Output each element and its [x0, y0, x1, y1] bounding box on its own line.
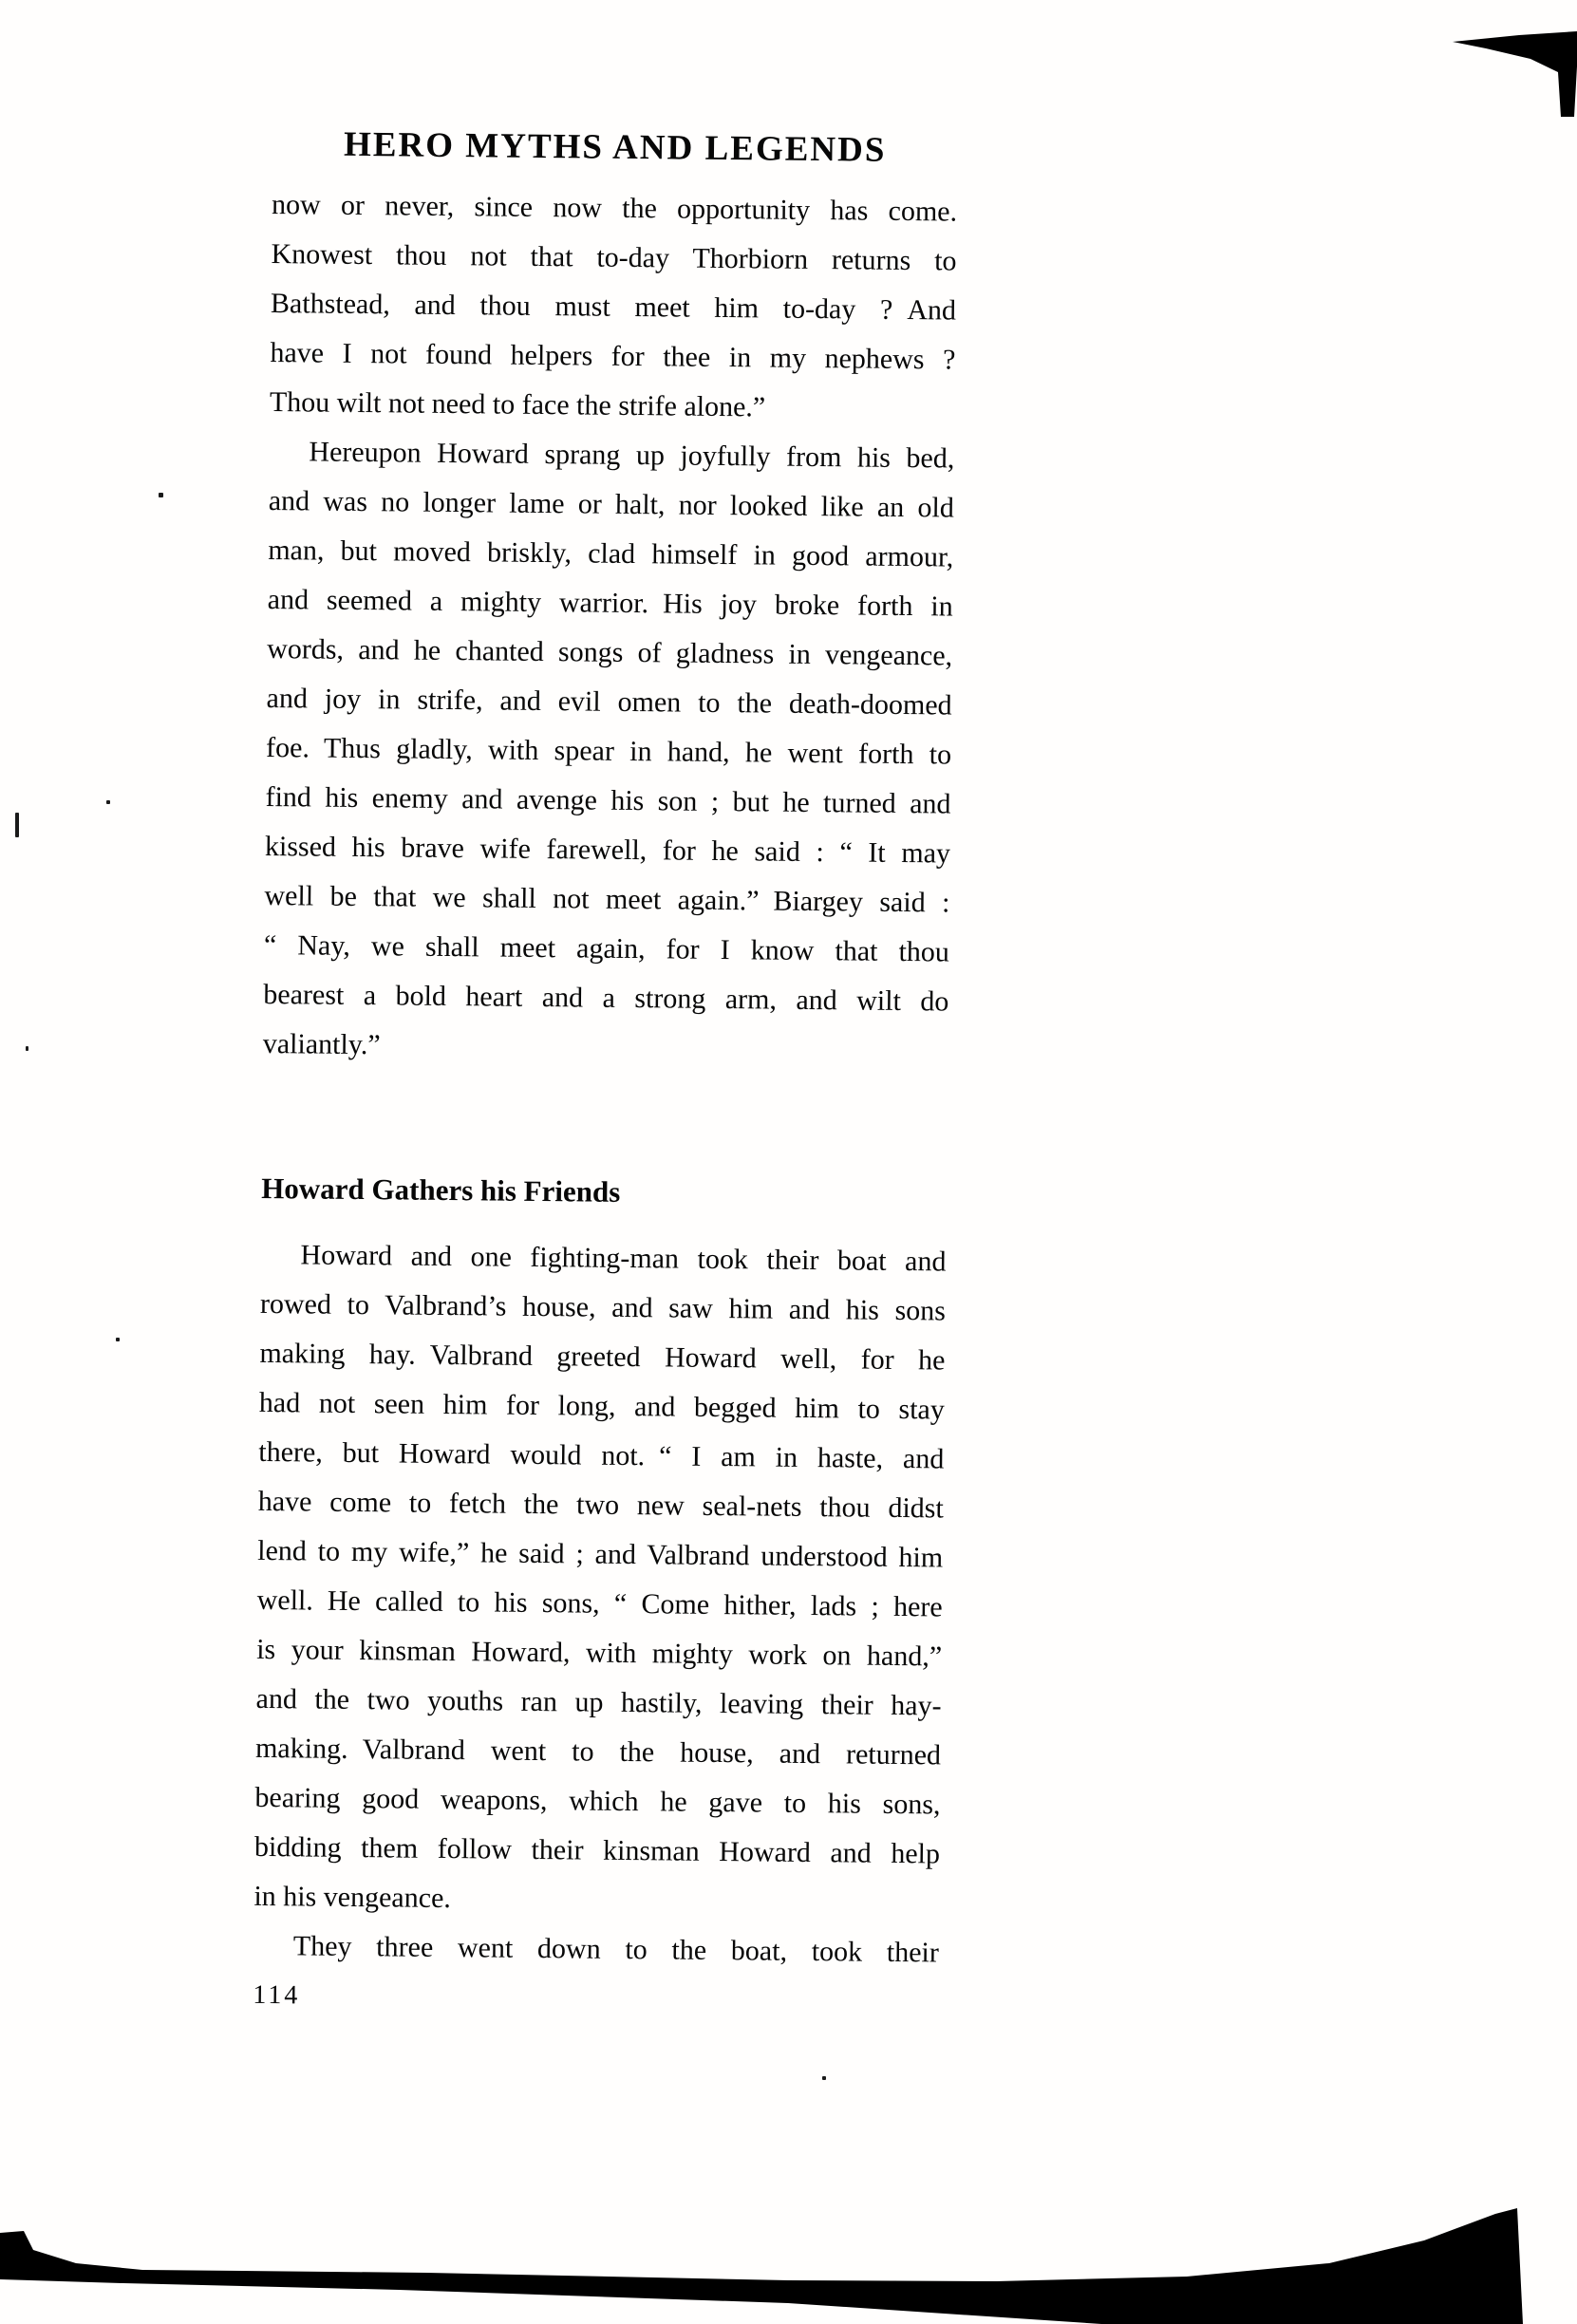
- text-line: and joy in strife, and evil omen to the death-doomed: [266, 682, 952, 722]
- text-line: in his vengeance.: [253, 1880, 452, 1915]
- text-line: and the two youths ran up hastily, leaving their hay-: [255, 1682, 942, 1722]
- paragraph: [263, 427, 955, 1077]
- text-line: valiantly.”: [262, 1027, 381, 1061]
- text-line: Thou wilt not need to face the strife alone.”: [269, 385, 766, 423]
- text-line: Howard and one fighting-man took their boat and: [300, 1239, 947, 1278]
- scan-artifact-bottom-edge: [0, 2208, 1523, 2324]
- text-line: have come to fetch the two new seal-nets thou didst: [257, 1485, 944, 1525]
- text-line: there, but Howard would not. “ I am in haste, and: [258, 1435, 945, 1475]
- text-line: well be that we shall not meet again.” Biargey said :: [264, 879, 950, 919]
- page-text-block: [253, 123, 958, 2027]
- scan-speck: [26, 1046, 28, 1051]
- text-line: had not seen him for long, and begged him to stay: [258, 1386, 946, 1426]
- body-text: [253, 180, 957, 2027]
- text-line: and was no longer lame or halt, nor looked like an old: [268, 484, 954, 524]
- text-line: bearest a bold heart and a strong arm, and wilt do: [263, 978, 949, 1018]
- page-number: 114: [253, 1979, 301, 2011]
- scan-speck: [106, 800, 110, 804]
- running-header: HERO MYTHS AND LEGENDS: [343, 124, 887, 170]
- scan-speck: [116, 1338, 120, 1341]
- text-line: words, and he chanted songs of gladness in vengeance,: [267, 632, 953, 672]
- text-line: have I not found helpers for thee in my nephews ?: [270, 336, 956, 376]
- text-line: lend to my wife,” he said ; and Valbrand understood him: [257, 1534, 944, 1574]
- text-line: foe. Thus gladly, with spear in hand, he went forth to: [265, 731, 952, 771]
- scan-speck: [15, 813, 19, 837]
- text-line: find his enemy and avenge his son ; but he turned and: [265, 780, 951, 820]
- text-line: Hereupon Howard sprang up joyfully from his bed,: [309, 436, 955, 475]
- text-line: making hay. Valbrand greeted Howard well, for he: [259, 1337, 946, 1377]
- text-line: and seemed a mighty warrior. His joy broke forth in: [267, 583, 953, 623]
- text-line: rowed to Valbrand’s house, and saw him and his sons: [259, 1287, 947, 1327]
- text-line: man, but moved briskly, clad himself in good armour,: [268, 534, 954, 573]
- text-line: making. Valbrand went to the house, and returned: [254, 1732, 942, 1771]
- paragraph: [253, 1230, 947, 1929]
- scan-artifact-top-right-corner: [1453, 31, 1577, 117]
- text-line: now or never, since now the opportunity has come.: [271, 188, 958, 228]
- text-line: Bathstead, and thou must meet him to-day ? And: [270, 287, 957, 327]
- text-line: They three went down to the boat, took their: [292, 1930, 940, 1969]
- text-line: bidding them follow their kinsman Howard and help: [253, 1830, 941, 1870]
- scan-speck: [159, 493, 163, 497]
- text-line: kissed his brave wife farewell, for he said : “ It may: [264, 830, 951, 870]
- text-line: “ Nay, we shall meet again, for I know that thou: [263, 928, 950, 968]
- paragraph-continuation: [270, 180, 958, 435]
- scan-speck: [822, 2076, 826, 2080]
- text-line: is your kinsman Howard, with mighty work on hand,”: [255, 1633, 943, 1673]
- text-line: Knowest thou not that to-day Thorbiorn returns to: [271, 237, 957, 277]
- paragraph-start: [253, 1921, 940, 1978]
- text-line: bearing good weapons, which he gave to his sons,: [254, 1781, 941, 1821]
- section-heading: Howard Gathers his Friends: [261, 1171, 621, 1209]
- text-line: well. He called to his sons, “ Come hither, lads ; here: [256, 1584, 943, 1623]
